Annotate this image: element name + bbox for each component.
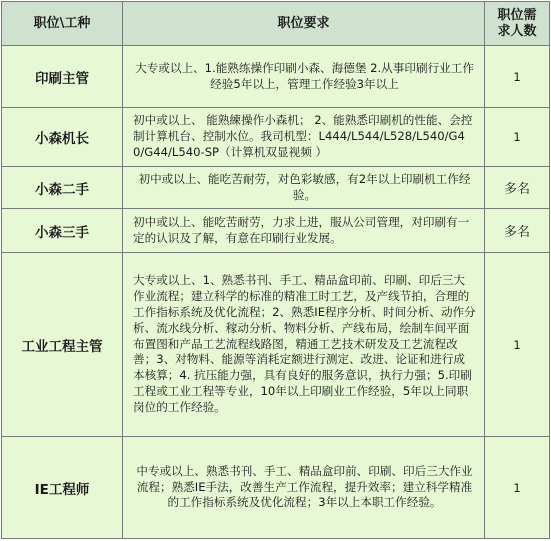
requirements-cell: 中专或以上、熟悉书刊、手工、精品盒印前、印刷、印后三大作业流程；熟悉IE手法，改善生产工作流程，提升效率；建立科学精准的工作指标系统及优化流程；3年以上本职工作经验。 [123,437,485,539]
count-cell: 1 [485,46,550,108]
header-row [2,2,550,46]
table-row [2,167,550,209]
table-row [2,437,550,539]
requirements-cell: 大专或以上、1.能熟练操作印刷小森、海德堡 2.从事印刷行业工作经验5年以上，管理工作经验3年以上 [123,46,485,108]
role-cell: 小森二手 [2,167,123,209]
table-row [2,209,550,253]
requirements-cell: 初中或以上、能吃苦耐劳，对色彩敏感，有2年以上印刷机工作经验。 [123,167,485,209]
header-count-line1: 职位需 [497,7,537,23]
table-row [2,46,550,108]
count-cell: 多名 [485,167,550,209]
role-cell: 印刷主管 [2,46,123,108]
header-count-line2: 求人数 [497,23,537,39]
count-cell: 1 [485,437,550,539]
table-row [2,108,550,167]
table-row [2,253,550,437]
requirements-cell: 大专或以上、1、熟悉书刊、手工、精品盒印前、印刷、印后三大作业流程；建立科学的标准的精准工时工艺，及产线节拍，合理的工作指标系统及优化流程；2、熟悉IE程序分析、时间分析、动作分析、流水线分析、稼动分析、物料分析、产线布局，绘制车间平面布置图和产品工艺流程线路图，精通工艺技术研发及工艺流程改善；3、对物料、能源等消耗定额进行测定、改进、论证和进行成本核算；4. 抗压能力强，具有良好的服务意识，执行力强；5.印刷工程或工业工程等专业，10年以上印刷业工作经验，5年以上同职岗位的工作经验。 [123,253,485,437]
role-cell: IE工程师 [2,437,123,539]
role-cell: 小森三手 [2,209,123,253]
header-role: 职位\工种 [2,2,123,46]
header-count [485,2,550,46]
role-cell: 工业工程主管 [2,253,123,437]
requirements-cell: 初中或以上、能吃苦耐劳，力求上进，服从公司管理，对印刷有一定的认识及了解，有意在印刷行业发展。 [123,209,485,253]
count-cell: 多名 [485,209,550,253]
count-cell: 1 [485,108,550,167]
requirements-cell: 初中或以上、 能熟練操作小森机； 2、能熟悉印刷机的性能、会控制计算机台、控制水位。我司机型：L444/L544/L528/L540/G40/G44/L540-SP（计算机双显视频 ） [123,108,485,167]
header-requirements: 职位要求 [123,2,485,46]
job-table [1,1,550,539]
count-cell: 1 [485,253,550,437]
role-cell: 小森机长 [2,108,123,167]
